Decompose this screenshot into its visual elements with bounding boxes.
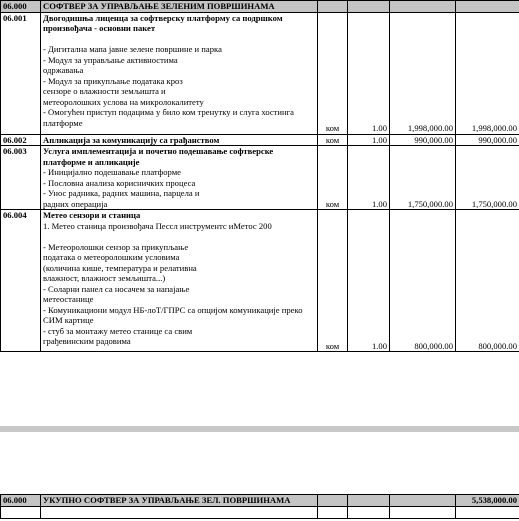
section-header-row xyxy=(1,1,519,13)
item-unit-price: 1,750,000.00 xyxy=(390,146,456,210)
item-unit: ком xyxy=(318,146,348,210)
item-total: 1,998,000.00 xyxy=(456,12,519,134)
item-code: 06.001 xyxy=(1,12,41,134)
item-description xyxy=(41,210,318,352)
item-unit-price: 1,998,000.00 xyxy=(390,12,456,134)
item-detail-line: - Дигитална мапа јавне зелене површине и парка xyxy=(43,44,222,54)
item-quantity: 1.00 xyxy=(348,146,390,210)
total-table xyxy=(0,494,519,519)
item-detail-line: - Пословна анализа корисничких процеса xyxy=(43,177,196,188)
item-description xyxy=(41,12,318,134)
item-detail-line: - Унос радника, радних машина, парцела и xyxy=(43,188,200,198)
table-row xyxy=(1,146,519,210)
item-detail-line: платформе xyxy=(43,117,83,128)
table-row xyxy=(1,210,519,352)
item-total: 990,000.00 xyxy=(456,134,519,146)
item-detail-line: радних операција xyxy=(43,198,108,209)
item-total: 800,000.00 xyxy=(456,210,519,352)
item-unit: ком xyxy=(318,134,348,146)
item-detail-line: - Комуникациони модул НБ-лоТ/ГПРС са опцијом комуникације преко xyxy=(43,304,303,315)
item-detail-line: влажност, влажност земљишта...) xyxy=(43,273,166,283)
item-detail-line: - Модул за прикупљање података кроз xyxy=(43,75,183,86)
item-detail-line: метеостанице xyxy=(43,294,94,304)
item-detail-line: 1. Метео станица произвођача Пессл инструментс иМетос 200 xyxy=(43,220,272,231)
item-title: Двогодишња лиценца за софтверску платформу са подршком произвођача - основни пакет xyxy=(43,12,283,33)
section-title: СОФТВЕР ЗА УПРАВЉАЊЕ ЗЕЛЕНИМ ПОВРШИНАМА xyxy=(41,1,318,13)
item-title: Метео сензори и станица xyxy=(43,210,141,220)
item-detail-line: - Соларни панел са носачем за напајање xyxy=(43,283,190,294)
item-detail-line: - Метеоролошки сензор за прикупљање xyxy=(43,241,189,252)
item-code: 06.004 xyxy=(1,210,41,352)
total-code: 06.000 xyxy=(1,495,41,507)
item-detail-line: грађевинским радовима xyxy=(43,336,131,346)
item-detail-line: - стуб за монтажу метео станице са свим xyxy=(43,325,193,336)
item-description xyxy=(41,134,318,146)
item-title: Услуга имплементација и почетно подешавање софтверске платформе и апликације xyxy=(43,146,274,167)
item-total: 1,750,000.00 xyxy=(456,146,519,210)
item-unit: ком xyxy=(318,210,348,352)
item-detail-line: података о метеоролошким условима xyxy=(43,252,180,262)
item-quantity: 1.00 xyxy=(348,134,390,146)
item-detail-lines xyxy=(43,221,315,347)
item-detail-line: одржавања xyxy=(43,65,84,75)
table-row xyxy=(1,12,519,134)
item-detail-line xyxy=(43,231,315,242)
item-detail-line xyxy=(43,34,315,45)
item-unit-price: 800,000.00 xyxy=(390,210,456,352)
item-code: 06.003 xyxy=(1,146,41,210)
item-code: 06.002 xyxy=(1,134,41,146)
item-unit-price: 990,000.00 xyxy=(390,134,456,146)
item-unit: ком xyxy=(318,12,348,134)
total-row xyxy=(1,495,519,507)
item-detail-line: СИМ картице xyxy=(43,315,94,325)
empty-row xyxy=(1,507,519,519)
item-quantity: 1.00 xyxy=(348,12,390,134)
item-detail-line: - Омогућен приступ подацима у било ком тренутку и слуга хостинга xyxy=(43,107,294,117)
section-code: 06.000 xyxy=(1,1,41,13)
item-detail-lines xyxy=(43,167,315,209)
item-description xyxy=(41,146,318,210)
grand-total: 5,538,000.00 xyxy=(456,495,519,507)
total-title: УКУПНО СОФТВЕР ЗА УПРАВЉАЊЕ ЗЕЛ. ПОВРШИНАМА xyxy=(41,495,318,507)
section-divider xyxy=(0,426,519,432)
table-row xyxy=(1,134,519,146)
item-detail-lines xyxy=(43,34,315,129)
item-detail-line: (количина кише, температура и релативна xyxy=(43,262,197,273)
item-detail-line: сензоре о влажности земљишта и xyxy=(43,86,166,96)
item-detail-line: - Иницијално подешавање платформе xyxy=(43,167,181,177)
item-quantity: 1.00 xyxy=(348,210,390,352)
item-detail-line: метеоролошких услова на микролокалитету xyxy=(43,96,204,107)
item-detail-line: - Модул за управљање активностима xyxy=(43,54,178,65)
item-title: Апликација за комуникацију са грађанством xyxy=(43,134,220,145)
